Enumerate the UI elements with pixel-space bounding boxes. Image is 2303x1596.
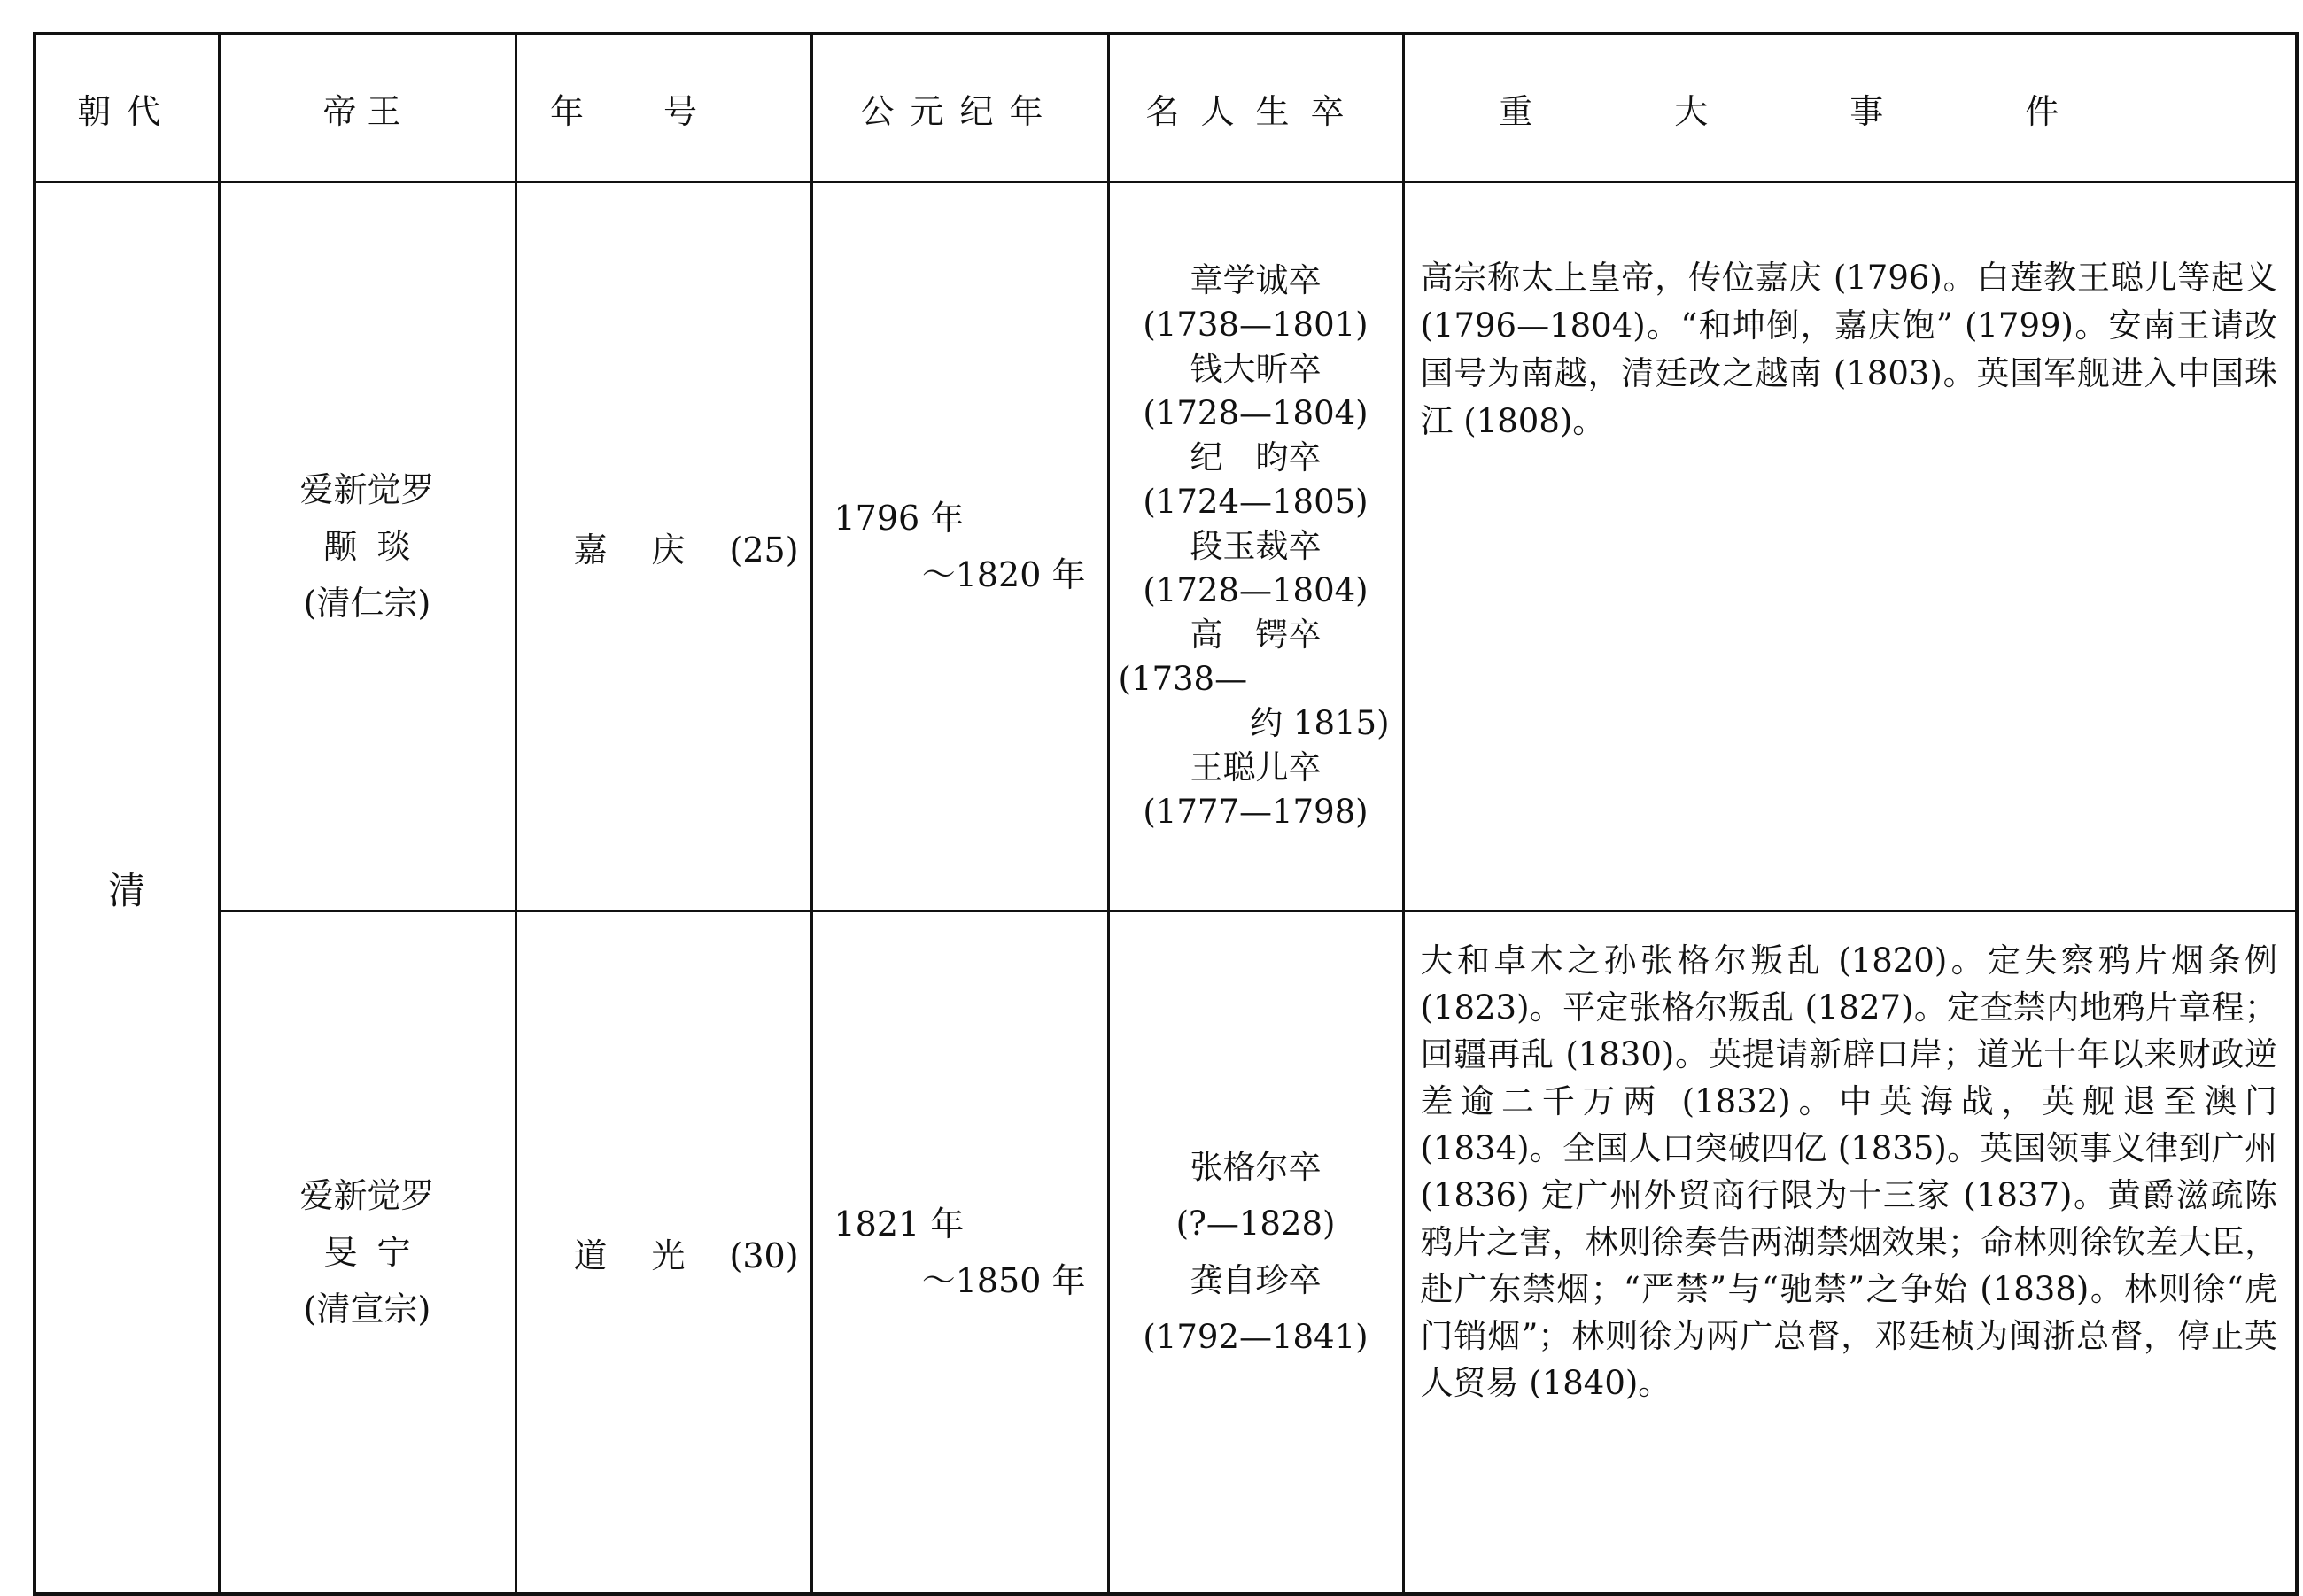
person-dates: (1728—1804) [1143,394,1369,432]
emperor-given-name: 颙琰 [323,527,430,566]
emperor-temple-name: (清宣宗) [303,1290,431,1329]
people-cell [1108,182,1403,911]
person-name: 龚自珍卒 [1190,1261,1322,1299]
header-dynasty: 朝代 [35,34,219,182]
header-people: 名人生卒 [1108,34,1403,182]
emperor-clan: 爱新觉罗 [299,1176,435,1215]
dynasty-cell: 清 [35,182,219,1595]
person-name: 王聪儿卒 [1190,748,1322,786]
era-cell [516,182,811,911]
header-row [35,34,2297,182]
chronology-table [33,32,2299,1596]
person-name: 钱大昕卒 [1190,350,1322,388]
person-dates-end: 约 1815) [1250,704,1390,742]
header-era: 年号 [516,34,811,182]
header-year: 公元纪年 [811,34,1108,182]
events-cell: 高宗称太上皇帝，传位嘉庆 (1796)。白莲教王聪儿等起义 (1796—1804)。“和坤倒，嘉庆饱” (1799)。安南王请改国号为南越，清廷改之越南 (1803)。英国军舰进入中国珠江 (1808)。 [1403,182,2297,911]
person-name: 张格尔卒 [1190,1148,1322,1186]
year-start: 1821 年 [834,1205,965,1243]
era-cell [516,911,811,1595]
emperor-temple-name: (清仁宗) [303,584,431,623]
events-cell: 大和卓木之孙张格尔叛乱 (1820)。定失察鸦片烟条例 (1823)。平定张格尔叛乱 (1827)。定查禁内地鸦片章程；回疆再乱 (1830)。英提请新辟口岸；道光十年以来财政逆差逾二千万两 (1832)。中英海战，英舰退至澳门 (1834)。全国人口突破四亿 (1835)。英国领事义律到广州 (1836) 定广州外贸商行限为十三家 (1837)。黄爵滋疏陈鸦片之害，林则徐奏告两湖禁烟效果；命林则徐钦差大臣，赴广东禁烟；“严禁”与“驰禁”之争始 (1838)。林则徐“虎门销烟”；林则徐为两广总督，邓廷桢为闽浙总督，停止英人贸易 (1840)。 [1403,911,2297,1595]
era-years: (30) [729,1236,799,1275]
person-name: 纪 昀卒 [1190,438,1322,476]
person-name: 章学诚卒 [1190,261,1322,299]
emperor-given-name: 旻宁 [323,1233,430,1272]
person-dates: (1792—1841) [1143,1318,1369,1356]
year-cell [811,911,1108,1595]
person-dates: (1738—1801) [1143,306,1369,344]
year-end: ～1850 年 [921,1261,1086,1300]
person-dates: (?—1828) [1175,1205,1336,1243]
era-name: 道光 [573,1236,730,1275]
era-name: 嘉庆 [573,530,730,569]
emperor-cell [219,182,516,911]
emperor-clan: 爱新觉罗 [299,470,435,509]
person-dates: (1777—1798) [1143,793,1369,831]
era-years: (25) [729,530,799,569]
year-cell [811,182,1108,911]
person-name: 段玉裁卒 [1190,527,1322,565]
person-dates: (1724—1805) [1143,483,1369,521]
person-dates: (1728—1804) [1143,571,1369,609]
table-row [35,182,2297,911]
header-events: 重大事件 [1403,34,2297,182]
header-emperor: 帝王 [219,34,516,182]
table-row [35,911,2297,1595]
person-dates-start: (1738— [1118,660,1248,698]
people-cell [1108,911,1403,1595]
year-start: 1796 年 [834,499,965,538]
person-name: 高 锷卒 [1190,616,1322,654]
emperor-cell [219,911,516,1595]
year-end: ～1820 年 [921,555,1086,594]
